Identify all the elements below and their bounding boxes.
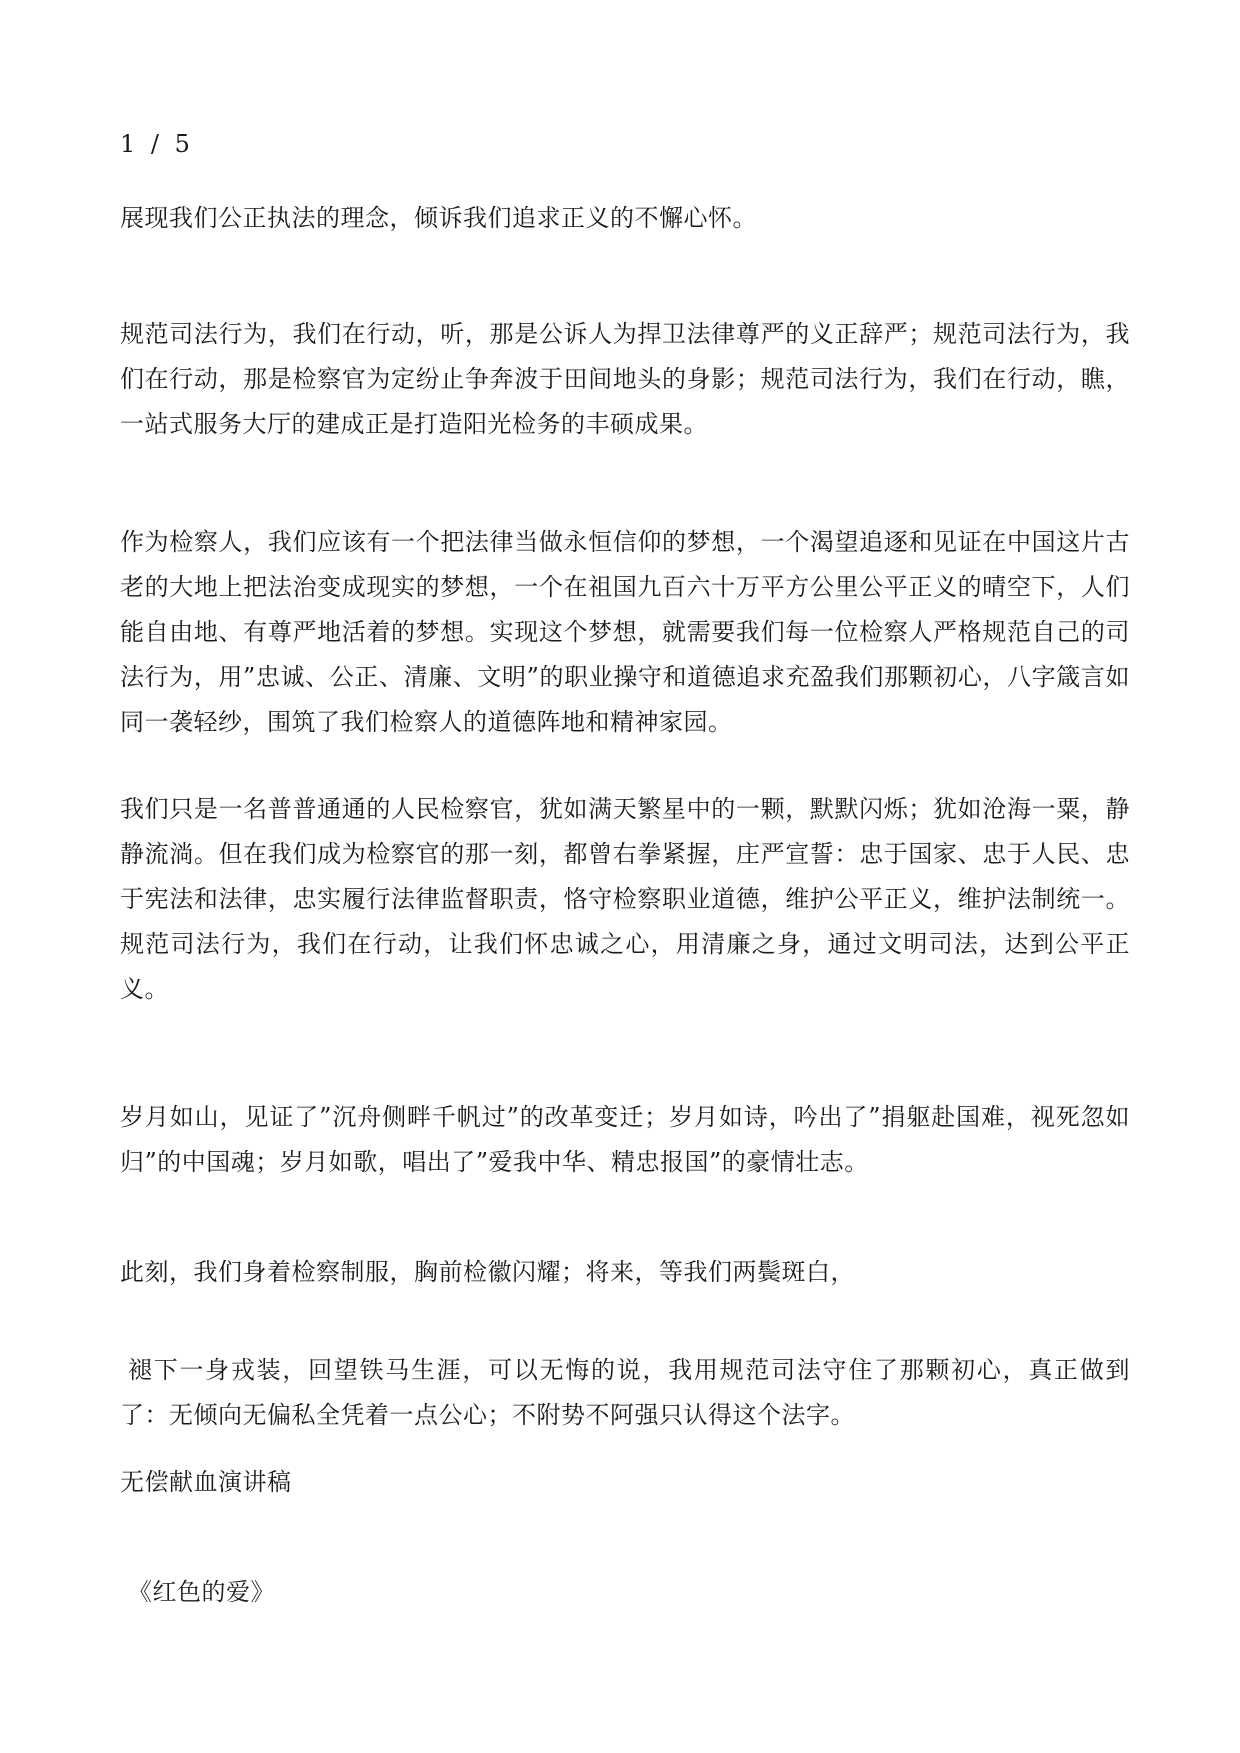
document-page	[120, 0, 1130, 1753]
paragraph-3: 作为检察人，我们应该有一个把法律当做永恒信仰的梦想，一个渴望追逐和见证在中国这片古老的大地上把法治变成现实的梦想，一个在祖国九百六十万平方公里公平正义的晴空下，人们能自由地、有尊严地活着的梦想。实现这个梦想，就需要我们每一位检察人严格规范自己的司法行为，用”忠诚、公正、清廉、文明”的职业操守和道德追求充盈我们那颗初心，八字箴言如同一袭轻纱，围筑了我们检察人的道德阵地和精神家园。	[120, 528, 1130, 736]
paragraph-7: 褪下一身戎装，回望铁马生涯，可以无悔的说，我用规范司法守住了那颗初心，真正做到了：无倾向无偏私全凭着一点公心；不附势不阿强只认得这个法字。	[120, 1356, 1130, 1429]
page-number: 1 / 5	[120, 130, 194, 158]
paragraph-5: 岁月如山，见证了”沉舟侧畔千帆过”的改革变迁；岁月如诗，吟出了”捐躯赴国难，视死忽如归”的中国魂；岁月如歌，唱出了”爱我中华、精忠报国”的豪情壮志。	[120, 1103, 1130, 1176]
paragraph-4: 我们只是一名普普通通的人民检察官，犹如满天繁星中的一颗，默默闪烁；犹如沧海一粟，静静流淌。但在我们成为检察官的那一刻，都曾右拳紧握，庄严宣誓：忠于国家、忠于人民、忠于宪法和法律，忠实履行法律监督职责，恪守检察职业道德，维护公平正义，维护法制统一。规范司法行为，我们在行动，让我们怀忠诚之心，用清廉之身，通过文明司法，达到公平正义。	[120, 795, 1130, 1003]
paragraph-2: 规范司法行为，我们在行动，听，那是公诉人为捍卫法律尊严的义正辞严；规范司法行为，我们在行动，那是检察官为定纷止争奔波于田间地头的身影；规范司法行为，我们在行动，瞧，一站式服务大厅的建成正是打造阳光检务的丰硕成果。	[120, 320, 1130, 438]
paragraph-1: 展现我们公正执法的理念，倾诉我们追求正义的不懈心怀。	[120, 204, 757, 232]
paragraph-6: 此刻，我们身着检察制服，胸前检徽闪耀；将来，等我们两鬓斑白，	[120, 1258, 855, 1286]
speech-subtitle: 《红色的爱》	[128, 1578, 275, 1606]
speech-title: 无偿献血演讲稿	[120, 1468, 292, 1496]
